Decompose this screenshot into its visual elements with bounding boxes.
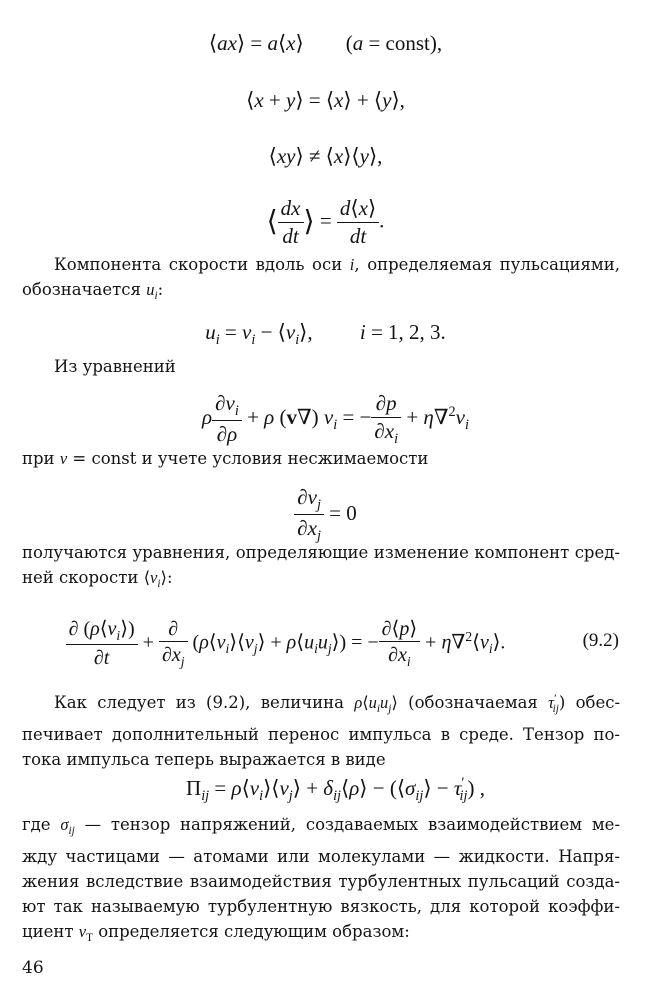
paragraph-from-equations: Из уравнений: [54, 357, 176, 376]
equation-pulsation-definition: $u_i = v_i$ − $⟨v_i⟩$, i = 1, 2, 3.: [205, 320, 446, 348]
paragraph-mean-velocity: получаются уравнения, определяющие изменение компонент сред- ней скорости $⟨v_i⟩$:: [22, 543, 620, 590]
equation-number: (9.2): [582, 630, 619, 651]
equation-linearity-sum: ⟨x + y⟩ = ⟨x⟩ + ⟨y⟩,: [246, 88, 405, 112]
equation-product-inequality: ⟨xy⟩ ≠ ⟨x⟩⟨y⟩,: [268, 144, 383, 168]
equation-linearity-constant: ⟨ax⟩ = a⟨x⟩ (a = const),: [208, 31, 443, 55]
equation-navier-stokes: ρ $\frac{\partial v_i}{\partial\rho}$ + ρ (v∇) $v_i$ = − $\frac{\partial p}{\partial x_i}$ + $\eta\nabla^2v_i$: [202, 391, 469, 447]
equation-incompressibility: $\frac{\partial v_j}{\partial x_j}$ = 0: [0, 486, 651, 544]
paragraph-stress-tensor: где $\sigma_{ij}$ — тензор напряжений, создаваемых взаимодействием ме- жду частицами — атомами или молекулами — жидкости. Напря- жения вследствие взаимодействия турбулентных пульсаций созда- ют так называемую турбулентную вязкость, для которой коэффи- циент $\nu_T$ определяется следующим образом:: [22, 815, 621, 944]
equation-derivative-average: ⟨ $\frac{dx}{dt}$ ⟩ = $\frac{d⟨x⟩}{dt}$ .: [266, 196, 385, 248]
page-number: 46: [22, 958, 44, 978]
equation-9-2: $\frac{\partial (\rho⟨v_i⟩)}{\partial t}$ + $\frac{\partial}{\partial x_j}$ ($\rho⟨v_i⟩⟨v_j⟩$ + $\rho⟨u_iu_j⟩$) = − $\frac{\partial⟨p⟩}{\partial x_i}$ + $\eta\nabla^2⟨v_i⟩$.: [0, 618, 611, 669]
paragraph-momentum-transfer: Как следует из (9.2), величина $\rho⟨u_iu_j⟩$ (обозначаемая $\tau'_{ij}$) обес- печивает дополнительный перенос импульса в среде. Тензор по- тока импульса теперь выражается в виде: [22, 693, 621, 770]
paragraph-incompressibility: при ν = const и учете условия несжимаемости: [22, 449, 429, 468]
equation-momentum-flux-tensor: $\Pi_{ij}$ = $\rho⟨v_i⟩⟨v_j⟩$ + $\delta_{ij}⟨\rho⟩$ − $(⟨\sigma_{ij}⟩ - \tau'_{ij})$ ,: [186, 775, 485, 804]
paragraph-pulsation-component: Компонента скорости вдоль оси i, определяемая пульсациями, обозначается $u_i$:: [22, 255, 621, 302]
